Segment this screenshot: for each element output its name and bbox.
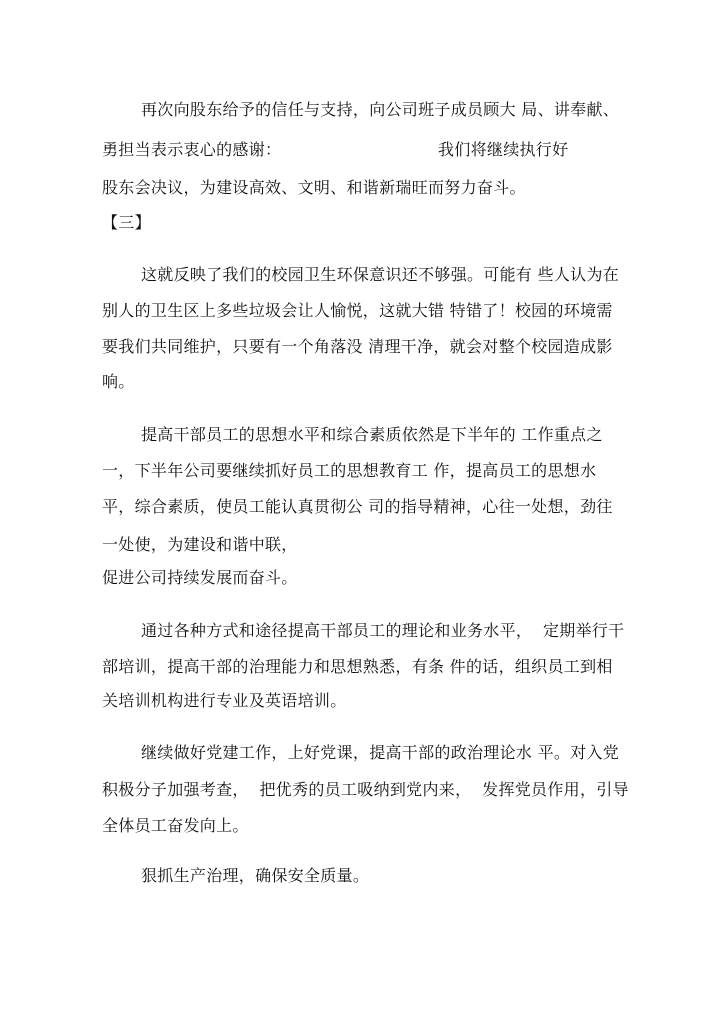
- text-line: 提高干部员工的思想水平和综合素质依然是下半年的 工作重点之: [141, 425, 603, 444]
- text-line: 再次向股东给予的信任与支持，向公司班子成员顾大 局、讲奉献、: [141, 100, 620, 119]
- text-line: 别人的卫生区上多些垃圾会让人愉悦，这就大错 特错了！校园的环境需: [102, 301, 613, 320]
- text-line: 勇担当表示衷心的感谢：: [102, 140, 282, 159]
- text-line: 积极分子加强考查， 把优秀的员工吸纳到党内来， 发挥党员作用，引导: [102, 780, 629, 799]
- text-line: 狠抓生产治理，确保安全质量。: [141, 866, 370, 885]
- text-line: 一处使，为建设和谐中联，: [102, 535, 298, 554]
- text-line: 通过各种方式和途径提高干部员工的理论和业务水平， 定期举行干: [141, 621, 625, 640]
- text-line: 促进公司持续发展而奋斗。: [102, 568, 298, 587]
- text-line: 继续做好党建工作，上好党课，提高干部的政治理论水 平。对入党: [141, 743, 620, 762]
- text-line: 响。: [102, 372, 135, 391]
- text-line: 部培训，提高干部的治理能力和思想熟悉，有条 件的话，组织员工到相: [102, 657, 613, 676]
- text-line: 平，综合素质，使员工能认真贯彻公 司的指导精神，心往一处想，劲往: [102, 497, 613, 516]
- text-line: 要我们共同维护，只要有一个角落没 清理干净，就会对整个校园造成影: [102, 337, 613, 356]
- section-heading: 【三】: [102, 213, 151, 232]
- text-line: 全体员工奋发向上。: [102, 816, 249, 835]
- text-line: 关培训机构进行专业及英语培训。: [102, 691, 347, 710]
- text-line: 一，下半年公司要继续抓好员工的思想教育工 作，提高员工的思想水: [102, 461, 597, 480]
- text-line: 我们将继续执行好: [438, 140, 569, 159]
- text-line: 股东会决议，为建设高效、文明、和谐新瑞旺而努力奋斗。: [102, 178, 526, 197]
- text-line: 这就反映了我们的校园卫生环保意识还不够强。可能有 些人认为在: [141, 265, 620, 284]
